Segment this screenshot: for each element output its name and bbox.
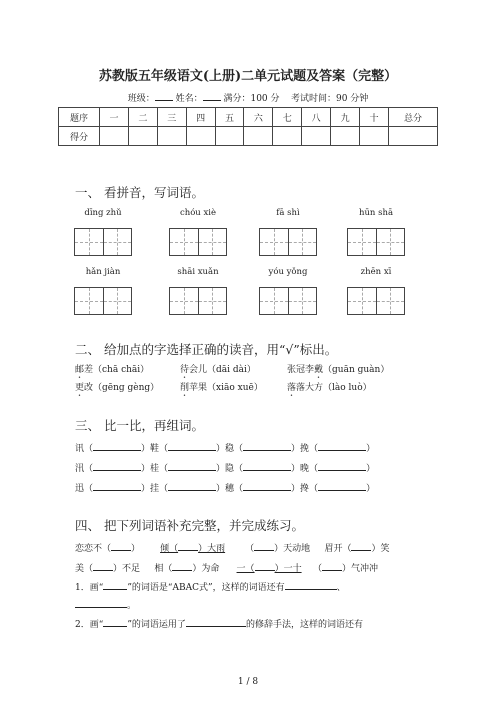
writing-grid[interactable] [169,287,227,315]
name-label: 姓名： [175,94,203,104]
score-header-cell: 十 [360,108,389,127]
score-header-cell: 九 [331,108,360,127]
compare-row [75,441,375,454]
score-cell[interactable] [157,127,186,146]
compare-char: 讯（ [75,444,94,454]
exam-info [0,91,496,104]
pinyin-label: zhēn xī [360,267,392,277]
score-header-cell: 八 [302,108,331,127]
reading-options: 落大方（lào luò） [296,383,372,393]
score-cell[interactable] [100,127,129,146]
idiom-text: 恋恋不（ [75,544,112,554]
answer-blank[interactable] [168,441,216,451]
writing-grid[interactable] [259,287,317,315]
compare-char: ）晚（ [291,464,319,474]
reading-options: 会儿（dāi dài） [189,365,256,375]
score-cell[interactable] [273,127,302,146]
reading-options: （guān guàn） [323,365,390,375]
idiom-text: ） [131,544,141,554]
compare-char: ）稳（ [216,444,244,454]
score-header-cell: 总分 [389,108,438,127]
class-blank [155,92,173,101]
answer-blank[interactable] [103,617,127,627]
idiom-text: ）一十 [274,564,302,574]
score-header-cell: 题序 [59,108,100,127]
score-cell[interactable] [215,127,244,146]
answer-blank[interactable] [322,561,342,571]
reading-item[interactable] [75,380,159,399]
score-cell[interactable] [186,127,215,146]
answer-blank[interactable] [93,461,141,471]
answer-blank[interactable] [285,580,337,590]
compare-char: ）隐（ [216,464,244,474]
score-cell[interactable] [360,127,389,146]
compare-row [75,461,375,474]
answer-blank[interactable] [255,561,275,571]
answer-blank[interactable] [243,481,291,491]
answer-blank[interactable] [351,541,371,551]
reading-item[interactable] [75,362,149,381]
idiom-row [75,561,378,574]
page-title: 苏教版五年级语文(上册)二单元试题及答案（完整） [98,69,398,84]
score-header-cell: 一 [100,108,129,127]
question-text: 2．画“ [75,620,104,630]
idiom-row [75,541,390,554]
pinyin-label: fā shì [276,208,300,218]
answer-blank[interactable] [168,481,216,491]
writing-grid[interactable] [169,228,227,256]
score-cell[interactable] [128,127,157,146]
question-text: ”的词语运用了 [127,620,186,630]
compare-row [75,481,375,494]
dotted-char: 戴 [314,365,324,375]
compare-char: ）鞋（ [141,444,169,454]
answer-blank[interactable] [186,617,246,627]
reading-options: 差（chā chāi） [84,365,150,375]
pinyin-label: chóu xiè [179,208,217,218]
writing-grid[interactable] [347,287,405,315]
section4-heading: 四、 把下列词语补充完整，并完成练习。 [75,518,304,533]
dotted-char: 落 [287,383,297,393]
compare-char: ）桂（ [141,464,169,474]
score-header-cell: 六 [244,108,273,127]
time-label: 考试时间：90 分钟 [290,94,369,104]
score-header-cell: 四 [186,108,215,127]
answer-blank[interactable] [243,461,291,471]
question-2 [75,617,363,630]
answer-blank[interactable] [111,541,131,551]
page-number: 1 / 8 [237,677,259,687]
writing-grid[interactable] [74,287,132,315]
question-text: 1．画“ [75,583,104,593]
compare-char: ） [366,484,376,494]
pinyin-label: hǎn jiàn [85,267,121,277]
idiom-text: （ [245,544,255,554]
score-table-score-row [59,127,438,146]
answer-blank[interactable] [172,561,192,571]
idiom-text: ）大雨 [198,544,226,554]
section1-heading: 一、 看拼音，写词语。 [75,185,204,200]
question-text: ”的词语是“ABAC式”，这样的词语还有 [127,583,285,593]
score-header-cell: 五 [215,108,244,127]
score-table-header-row [59,108,438,127]
reading-options: 改（gēng gèng） [84,383,160,393]
compare-char: ） [366,444,376,454]
writing-grid[interactable] [74,228,132,256]
answer-blank[interactable] [318,481,366,491]
question-1-cont [75,598,136,611]
section2-heading: 二、 给加点的字选择正确的读音，用“√”标出。 [75,342,338,357]
answer-blank[interactable] [254,541,274,551]
idiom-text: （ [313,564,323,574]
pinyin-label: hūn shā [358,208,394,218]
compare-char: ）穗（ [216,484,244,494]
score-cell[interactable] [331,127,360,146]
idiom-text: ）气冲冲 [342,564,379,574]
compare-char: ）挽（ [291,444,319,454]
reading-prefix: 张冠李 [287,365,315,375]
answer-blank[interactable] [75,598,127,608]
reading-item[interactable] [180,362,256,381]
idiom-text: ）为命 [192,564,220,574]
score-header-cell: 七 [273,108,302,127]
question-text: 、 [336,583,346,593]
compare-char: 迅（ [75,484,94,494]
idiom-text: 美（ [75,564,94,574]
score-cell[interactable] [302,127,331,146]
score-table [58,107,438,146]
idiom-text: ）不足 [113,564,141,574]
answer-blank[interactable] [243,441,291,451]
idiom-text: 一（ [236,564,255,574]
compare-char: ）搀（ [291,484,319,494]
idiom-text: 相（ [154,564,173,574]
idiom-text: ）天动地 [274,544,311,554]
reading-item[interactable] [180,380,263,399]
answer-blank[interactable] [93,481,141,491]
score-header-cell: 二 [128,108,157,127]
dotted-char: 削 [180,383,190,393]
question-1 [75,580,346,593]
class-label: 班级： [127,94,155,104]
answer-blank[interactable] [168,461,216,471]
question-text: 。 [127,601,137,611]
idiom-text: 倾（ [160,544,179,554]
pinyin-label: dīng zhǔ [84,208,122,218]
pinyin-label: yóu yǒng [268,267,308,277]
answer-blank[interactable] [178,541,198,551]
compare-char: ）挂（ [141,484,169,494]
answer-blank[interactable] [93,561,113,571]
answer-blank[interactable] [93,441,141,451]
dotted-char: 邮 [75,365,85,375]
compare-char: 汛（ [75,464,94,474]
score-cell[interactable] [389,127,438,146]
answer-blank[interactable] [318,441,366,451]
score-header-cell: 三 [157,108,186,127]
reading-item[interactable] [287,380,372,399]
writing-grid[interactable] [259,228,317,256]
score-cell[interactable] [244,127,273,146]
reading-options: 苹果（xiāo xuē） [189,383,263,393]
dotted-char: 更 [75,383,85,393]
answer-blank[interactable] [103,580,127,590]
dotted-char: 待 [180,365,190,375]
score-row-label: 得分 [59,127,100,146]
idiom-text: 眉开（ [324,544,352,554]
reading-item[interactable] [287,362,389,381]
score-label: 满分：100 分 [223,94,280,104]
idiom-text: ）笑 [371,544,390,554]
pinyin-label: shāi xuǎn [177,267,219,277]
compare-char: ） [366,464,376,474]
answer-blank[interactable] [318,461,366,471]
question-text: 的修辞手法，这样的词语还有 [245,620,363,630]
writing-grid[interactable] [347,228,405,256]
section3-heading: 三、 比一比，再组词。 [75,418,204,433]
name-blank [203,92,221,101]
